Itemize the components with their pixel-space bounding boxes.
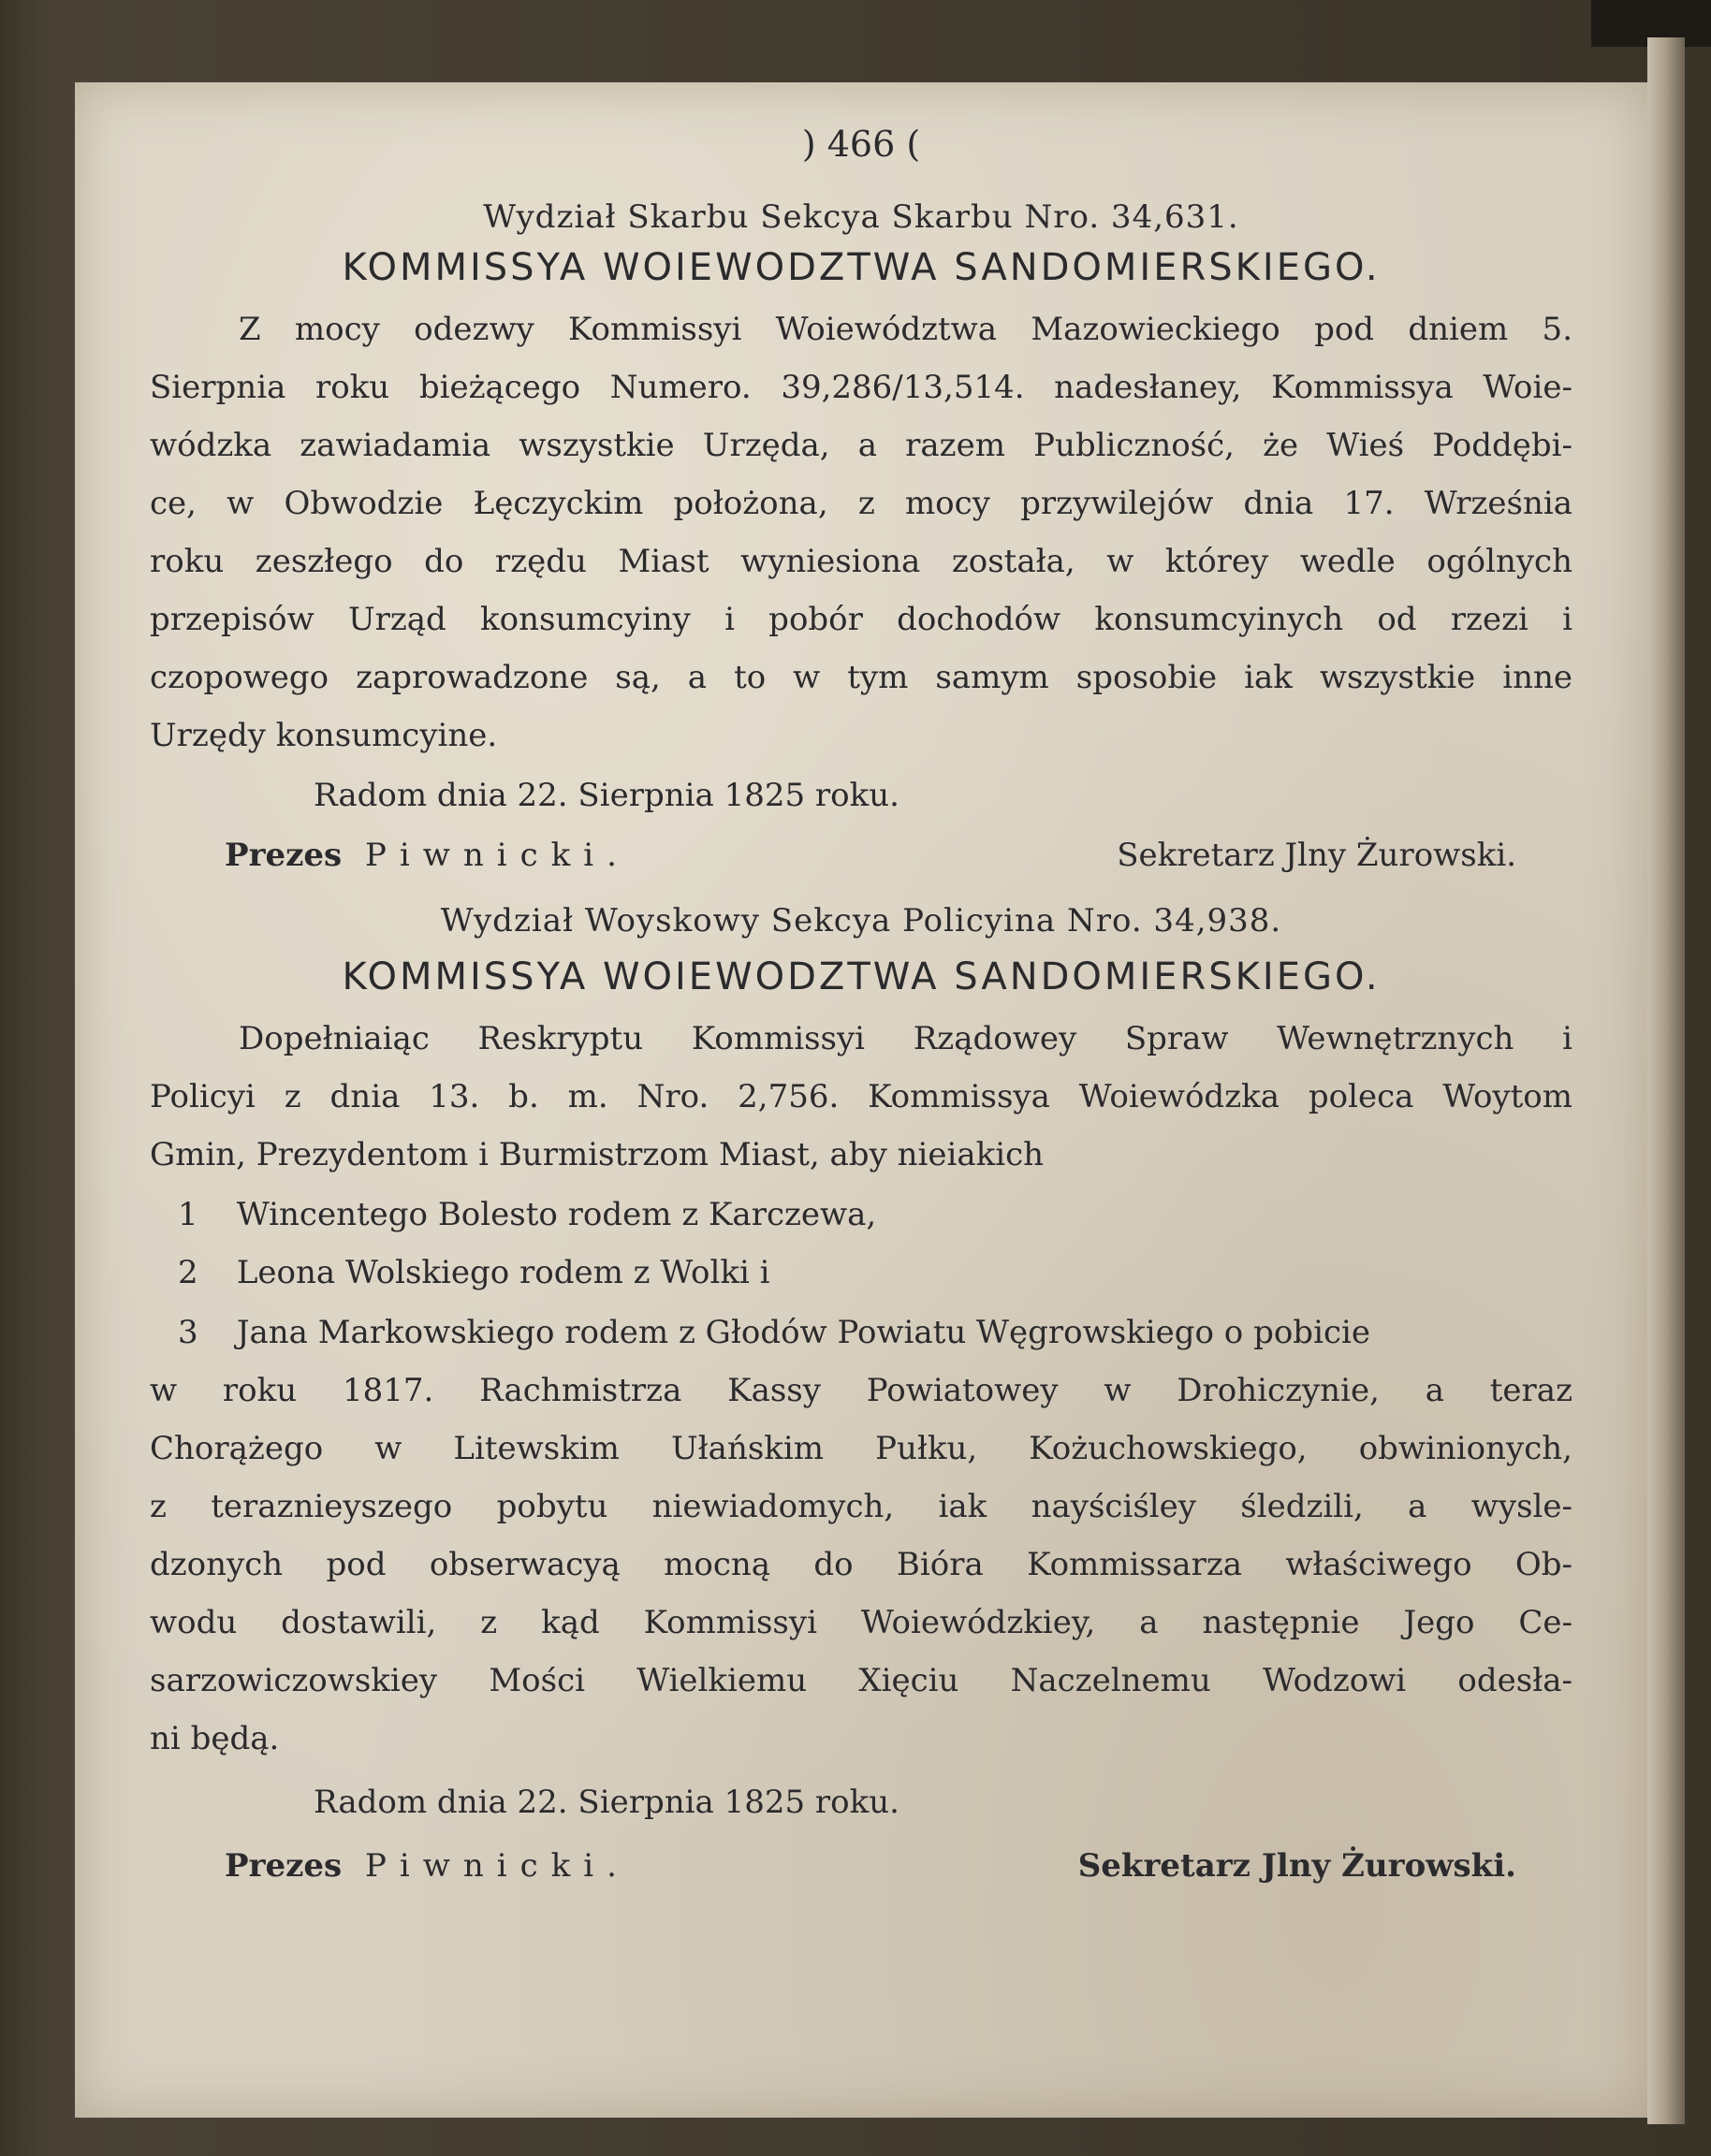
list-continuation: w roku 1817. Rachmistrza Kassy Powiatowey w Drohiczynie, a teraz	[150, 1372, 1572, 1409]
section1-date: Radom dnia 22. Sierpnia 1825 roku.	[314, 777, 899, 814]
president-label: Prezes	[225, 837, 343, 874]
section1-line: wódzka zawiadamia wszystkie Urzęda, a razem Publiczność, że Wieś Poddębi-	[150, 427, 1572, 464]
list-text: Jana Markowskiego rodem z Głodów Powiatu Węgrowskiego o pobicie	[236, 1314, 1370, 1351]
section1-line: roku zeszłego do rzędu Miast wyniesiona została, w którey wedle ogólnych	[150, 543, 1572, 580]
list-item	[150, 1310, 1572, 1355]
section1-title: KOMMISSYA WOIEWODZTWA SANDOMIERSKIEGO.	[342, 246, 1381, 289]
list-continuation: dzonych pod obserwacyą mocną do Bióra Kommissarza właściwego Ob-	[150, 1546, 1572, 1583]
president-name: Piwnicki.	[365, 1847, 630, 1885]
list-continuation: ni będą.	[150, 1720, 280, 1757]
section1-header: Wydział Skarbu Sekcya Skarbu Nro. 34,631.	[483, 198, 1239, 236]
section1-signature-left	[225, 833, 630, 878]
section2-header: Wydział Woyskowy Sekcya Policyina Nro. 34,938.	[440, 902, 1282, 940]
section2-intro-line: Dopełniaiąc Reskryptu Kommissyi Rządowey Spraw Wewnętrznych i	[239, 1020, 1572, 1057]
page-number: ) 466 (	[801, 124, 921, 165]
section1-line: Sierpnia roku bieżącego Numero. 39,286/13,514. nadesłaney, Kommissya Woie-	[150, 369, 1572, 406]
section2-signature-right: Sekretarz Jlny Żurowski.	[1077, 1847, 1516, 1885]
section1-line: przepisów Urząd konsumcyiny i pobór dochodów konsumcyinych od rzezi i	[150, 601, 1572, 638]
section1-line: Z mocy odezwy Kommissyi Woiewództwa Mazowieckiego pod dniem 5.	[239, 311, 1572, 348]
list-text: Leona Wolskiego rodem z Wolki i	[236, 1254, 770, 1291]
section2-signature-left	[225, 1843, 630, 1888]
section1-signature-right: Sekretarz Jlny Żurowski.	[1117, 837, 1516, 874]
president-label: Prezes	[225, 1847, 343, 1885]
list-item	[150, 1250, 1572, 1295]
section2-intro-line: Gmin, Prezydentom i Burmistrzom Miast, aby nieiakich	[150, 1136, 1045, 1173]
list-continuation: wodu dostawili, z kąd Kommissyi Woiewódzkiey, a następnie Jego Ce-	[150, 1604, 1572, 1641]
list-number: 1	[178, 1196, 198, 1233]
section1-line: Urzędy konsumcyine.	[150, 717, 498, 754]
page-edge	[1647, 37, 1685, 2124]
list-continuation: Chorążego w Litewskim Ułańskim Pułku, Kożuchowskiego, obwinionych,	[150, 1430, 1572, 1467]
section2-date: Radom dnia 22. Sierpnia 1825 roku.	[314, 1784, 899, 1821]
list-number: 3	[178, 1314, 198, 1351]
section2-intro-line: Policyi z dnia 13. b. m. Nro. 2,756. Kommissya Woiewódzka poleca Woytom	[150, 1078, 1572, 1115]
list-item	[150, 1192, 1572, 1237]
section1-line: czopowego zaprowadzone są, a to w tym samym sposobie iak wszystkie inne	[150, 659, 1572, 696]
section2-title: KOMMISSYA WOIEWODZTWA SANDOMIERSKIEGO.	[342, 955, 1381, 998]
list-number: 2	[178, 1254, 198, 1291]
list-continuation: z teraznieyszego pobytu niewiadomych, iak nayściśley śledzili, a wysle-	[150, 1488, 1572, 1525]
president-name: Piwnicki.	[365, 837, 630, 874]
section1-line: ce, w Obwodzie Łęczyckim położona, z mocy przywilejów dnia 17. Września	[150, 485, 1572, 522]
list-continuation: sarzowiczowskiey Mości Wielkiemu Xięciu Naczelnemu Wodzowi odesła-	[150, 1662, 1572, 1699]
list-text: Wincentego Bolesto rodem z Karczewa,	[236, 1196, 877, 1233]
